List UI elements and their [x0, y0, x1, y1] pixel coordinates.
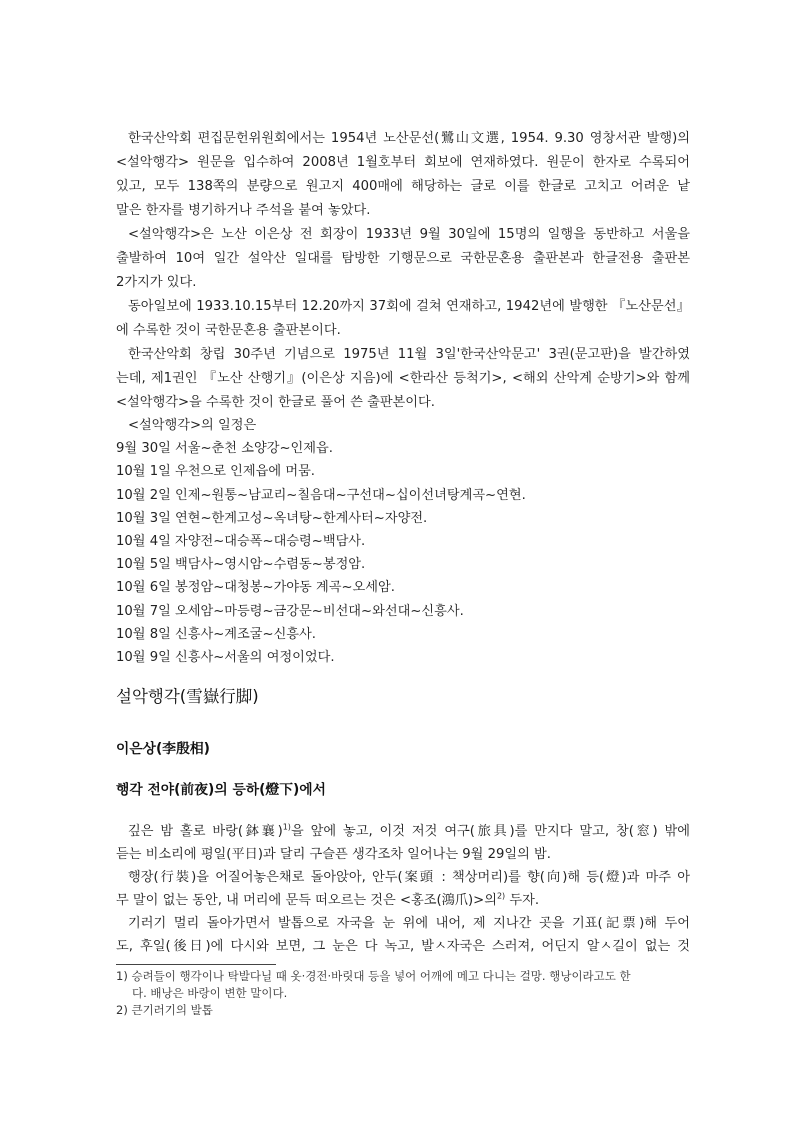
intro-line: 말은 한자를 병기하거나 주석을 붙여 놓았다. [116, 203, 371, 218]
footnote-2: 2) 큰기러기의 발톱 [116, 1003, 213, 1017]
footnote-ref-1[interactable]: 1) [282, 822, 291, 832]
intro-line: 한국산악회 창립 30주년 기념으로 1975년 11월 3일'한국산악문고' 3권(문고판)을 발간하였 [128, 347, 690, 362]
body-line: 듣는 비소리에 평일(平日)과 달리 구슬픈 생각조차 일어나는 9월 29일의 밤. [116, 847, 551, 862]
schedule-section [116, 414, 690, 669]
intro-line: 에 수록한 것이 국한문혼용 출판본이다. [116, 323, 341, 338]
footnote-ref-2[interactable]: 2) [496, 891, 506, 901]
section-title: 행각 전야(前夜)의 등하(燈下)에서 [116, 782, 326, 798]
intro-section [116, 127, 690, 415]
schedule-item: 10월 2일 인제~원통~남교리~칠음대~구선대~십이선녀탕계곡~연현. [116, 487, 526, 503]
schedule-item: 10월 8일 신흥사~계조굴~신흥사. [116, 626, 316, 642]
footnote-divider [116, 964, 276, 965]
schedule-item: 10월 9일 신흥사~서울의 여정이었다. [116, 650, 335, 666]
body-line [116, 889, 690, 912]
body-text: 무 말이 없는 동안, 내 머리에 문득 떠오르는 것은 <홍조(鴻爪)>의 [116, 893, 497, 908]
footnotes [116, 968, 690, 1019]
essay-body [116, 820, 690, 958]
body-text: 두자. [505, 893, 540, 908]
schedule-item: 10월 3일 연현~한계고성~옥녀탕~한계사터~자양전. [116, 510, 428, 526]
intro-line: <설악행각>을 수록한 것이 한글로 풀어 쓴 출판본이다. [116, 395, 435, 410]
body-line: 기러기 멀리 돌아가면서 발톱으로 자국을 눈 위에 내어, 제 지나간 곳을 기표(記票)해 두어 [128, 916, 690, 931]
body-line: 도, 후일(後日)에 다시와 보면, 그 눈은 다 녹고, 발ㅅ자국은 스러져, 어딘지 알ㅅ길이 없는 것 [116, 939, 690, 954]
schedule-item: 9월 30일 서울~춘천 소양강~인제읍. [116, 441, 333, 457]
intro-line: 는데, 제1권인 『노산 산행기』(이은상 지음)에 <한라산 등척기>, <해외 산악계 순방기>와 함께 [116, 371, 690, 386]
schedule-item: 10월 7일 오세암~마등령~금강문~비선대~와선대~신흥사. [116, 603, 464, 619]
schedule-item: 10월 1일 우천으로 인제읍에 머뭄. [116, 464, 315, 480]
intro-line: 2가지가 있다. [116, 275, 197, 290]
essay-title: 설악행각(雪嶽行脚) [116, 687, 259, 706]
body-line [116, 820, 690, 843]
schedule-item: 10월 6일 봉정암~대청봉~가야동 계곡~오세암. [116, 580, 395, 596]
intro-line: 출발하여 10여 일간 설악산 일대를 탐방한 기행문으로 국한문혼용 출판본과 한글전용 출판본 [116, 251, 690, 266]
essay-author: 이은상(李殷相) [116, 741, 210, 757]
body-text: 을 앞에 놓고, 이것 저것 여구(旅具)를 만지다 말고, 창(窓) 밖에 [290, 824, 690, 839]
intro-line: <설악행각>은 노산 이은상 전 회장이 1933년 9월 30일에 15명의 일행을 동반하고 서울을 [128, 227, 690, 242]
intro-line: 동아일보에 1933.10.15부터 12.20까지 37회에 걸쳐 연재하고, 1942년에 발행한 『노산문선』 [128, 299, 690, 314]
schedule-heading: <설악행각>의 일정은 [128, 418, 257, 433]
intro-line: 한국산악회 편집문헌위원회에서는 1954년 노산문선(鷺山文選, 1954. 9.30 영창서관 발행)의 [128, 131, 690, 146]
body-text: 깊은 밤 홀로 바랑(鉢襄) [128, 824, 283, 839]
intro-line: 있고, 모두 138쪽의 분량으로 원고지 400매에 해당하는 글로 이를 한글로 고치고 어려운 낱 [116, 179, 690, 194]
schedule-item: 10월 4일 자양전~대승폭~대승령~백담사. [116, 534, 366, 550]
body-line: 행장(行裝)을 어질어놓은채로 돌아앉아, 안두(案頭 : 책상머리)를 향(向)해 등(燈)과 마주 아 [128, 870, 690, 885]
footnote-1-cont: 다. 배낭은 바랑이 변한 말이다. [132, 986, 288, 1000]
footnote-1: 1) 승려들이 행각이나 탁발다닐 때 옷·경전·바릿대 등을 넣어 어깨에 메고 다니는 걸망. 행낭이라고도 한 [116, 969, 631, 983]
intro-line: <설악행각> 원문을 입수하여 2008년 1월호부터 회보에 연재하였다. 원문이 한자로 수록되어 [116, 155, 690, 170]
schedule-item: 10월 5일 백담사~영시암~수렴동~봉정암. [116, 557, 366, 573]
